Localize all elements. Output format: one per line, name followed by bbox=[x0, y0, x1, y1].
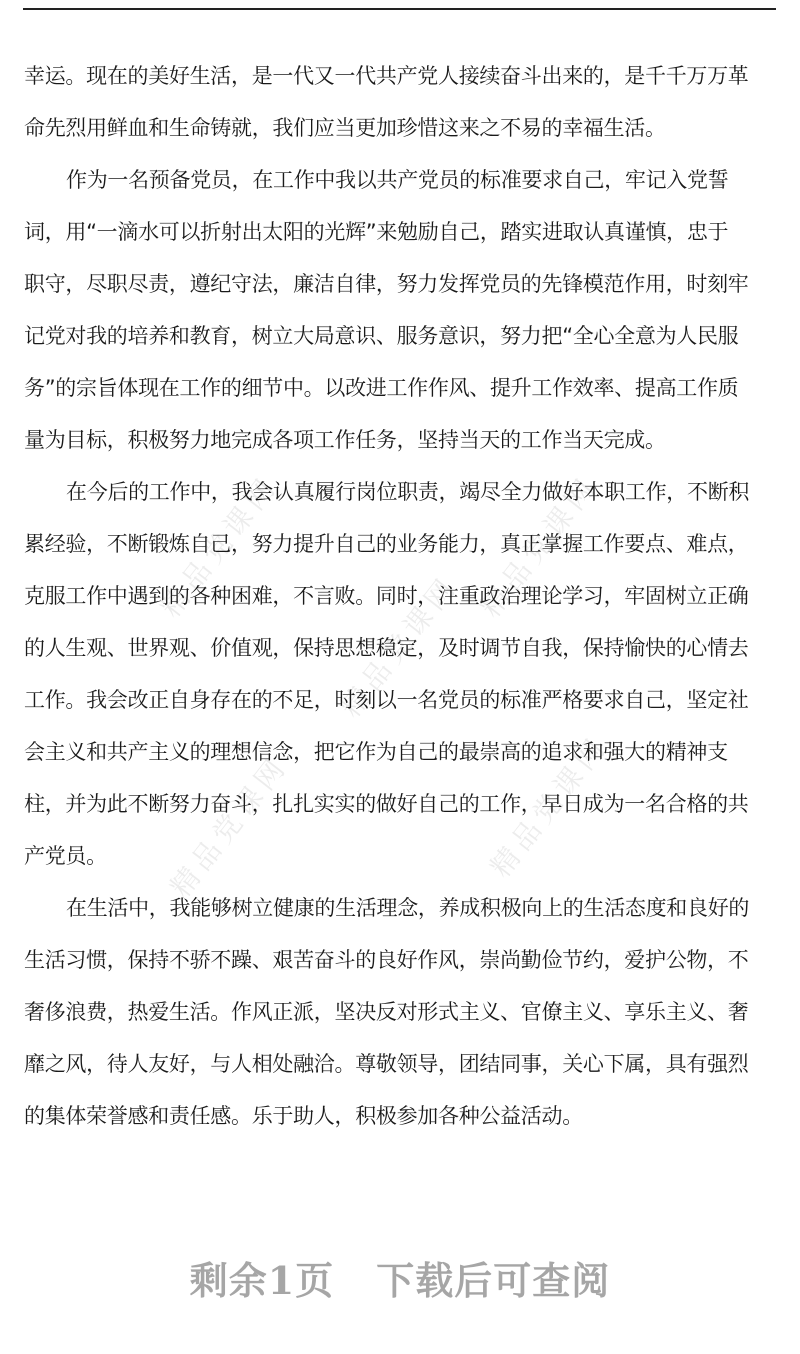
text-line: 在生活中，我能够树立健康的生活理念，养成积极向上的生活态度和良好的 bbox=[66, 896, 750, 920]
watermark: 精品党课网 bbox=[333, 569, 465, 724]
text-line: 记党对我的培养和教育，树立大局意识、服务意识，努力把“全心全意为人民服 bbox=[24, 324, 739, 348]
remaining-pages-label: 剩余1页 bbox=[189, 1258, 335, 1303]
text-line: 累经验，不断锻炼自己，努力提升自己的业务能力，真正掌握工作要点、难点， bbox=[24, 532, 749, 556]
document-body bbox=[24, 50, 759, 1142]
paragraph-3 bbox=[24, 466, 759, 882]
text-line: 作为一名预备党员，在工作中我以共产党员的标准要求自己，牢记入党誓 bbox=[66, 168, 729, 192]
text-line: 柱，并为此不断努力奋斗，扎扎实实的做好自己的工作，早日成为一名合格的共 bbox=[24, 792, 749, 816]
text-line: 工作。我会改正自身存在的不足，时刻以一名党员的标准严格要求自己，坚定社 bbox=[24, 688, 749, 712]
watermark: 精品党课网 bbox=[483, 729, 615, 884]
header-rule bbox=[23, 8, 776, 10]
text-line: 会主义和共产主义的理想信念，把它作为自己的最崇高的追求和强大的精神支 bbox=[24, 740, 728, 764]
text-line: 幸运。现在的美好生活，是一代又一代共产党人接续奋斗出来的，是千千万万革 bbox=[24, 64, 749, 88]
text-line: 的集体荣誉感和责任感。乐于助人，积极参加各种公益活动。 bbox=[24, 1104, 583, 1128]
text-line: 词，用“一滴水可以折射出太阳的光辉”来勉励自己，踏实进取认真谨慎，忠于 bbox=[24, 220, 729, 244]
text-line: 职守，尽职尽责，遵纪守法，廉洁自律，努力发挥党员的先锋模范作用，时刻牢 bbox=[24, 272, 749, 296]
download-hint-label: 下载后可查阅 bbox=[376, 1258, 611, 1303]
text-line: 靡之风，待人友好，与人相处融洽。尊敬领导，团结同事，关心下属，具有强烈 bbox=[24, 1052, 749, 1076]
watermark: 精品党课网 bbox=[153, 469, 285, 624]
watermark: 精品党课网 bbox=[163, 749, 295, 904]
text-line: 务”的宗旨体现在工作的细节中。以改进工作作风、提升工作效率、提高工作质 bbox=[24, 376, 739, 400]
watermark: 精品党课网 bbox=[473, 469, 605, 624]
text-line: 的人生观、世界观、价值观，保持思想稳定，及时调节自我，保持愉快的心情去 bbox=[24, 636, 749, 660]
text-line: 生活习惯，保持不骄不躁、艰苦奋斗的良好作风，崇尚勤俭节约，爱护公物，不 bbox=[24, 948, 749, 972]
text-line: 量为目标，积极努力地完成各项工作任务，坚持当天的工作当天完成。 bbox=[24, 428, 666, 452]
text-line: 命先烈用鲜血和生命铸就，我们应当更加珍惜这来之不易的幸福生活。 bbox=[24, 116, 666, 140]
paragraph-2 bbox=[24, 154, 759, 466]
paragraph-4 bbox=[24, 882, 759, 1142]
download-prompt[interactable] bbox=[0, 1250, 800, 1305]
paragraph-1 bbox=[24, 50, 759, 154]
text-line: 奢侈浪费，热爱生活。作风正派，坚决反对形式主义、官僚主义、享乐主义、奢 bbox=[24, 1000, 749, 1024]
text-line: 在今后的工作中，我会认真履行岗位职责，竭尽全力做好本职工作，不断积 bbox=[66, 480, 750, 504]
text-line: 克服工作中遇到的各种困难，不言败。同时，注重政治理论学习，牢固树立正确 bbox=[24, 584, 749, 608]
text-line: 产党员。 bbox=[24, 844, 107, 868]
